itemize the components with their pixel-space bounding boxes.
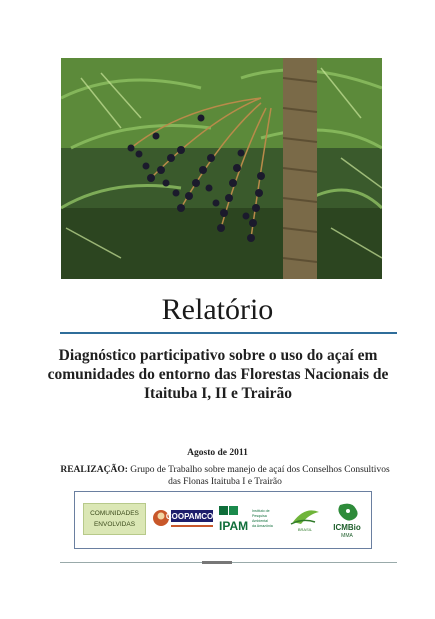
coopamcol-logo bbox=[152, 504, 214, 534]
svg-text:Instituto de: Instituto de bbox=[252, 509, 270, 513]
brasil-logo bbox=[285, 504, 325, 534]
brasil-label: BRASIL bbox=[297, 527, 313, 532]
ipam-label: IPAM bbox=[219, 519, 249, 533]
icmbio-logo bbox=[328, 501, 366, 539]
subtitle: Diagnóstico participativo sobre o uso do açaí em comunidades do entorno das Florestas Nacionais de Itaituba I, II e Trairão bbox=[47, 347, 389, 402]
ipam-logo bbox=[218, 502, 281, 536]
acai-palm-photo bbox=[61, 58, 382, 279]
icmbio-label: ICMBio bbox=[333, 523, 361, 532]
svg-text:Pesquisa: Pesquisa bbox=[252, 514, 267, 518]
icmbio-sub-label: MMA bbox=[341, 533, 353, 539]
title-divider bbox=[60, 332, 397, 334]
footer-mark bbox=[202, 561, 232, 564]
photo-illustration bbox=[61, 58, 382, 279]
realizacao-text bbox=[60, 464, 390, 488]
svg-text:Ambiental: Ambiental bbox=[252, 519, 268, 523]
realizacao-body: Grupo de Trabalho sobre manejo de açaí dos Conselhos Consultivos das Flonas Itaituba I e Trairão bbox=[130, 465, 390, 487]
report-date: Agosto de 2011 bbox=[187, 448, 248, 458]
comunidades-logo: COMUNIDADES ENVOLVIDAS bbox=[83, 503, 146, 535]
realizacao-label: REALIZAÇÃO: bbox=[60, 465, 128, 475]
coopamcol-label: COOPAMCOL bbox=[165, 512, 214, 521]
page-title: Relatório bbox=[161, 293, 274, 326]
partner-logos-box bbox=[74, 491, 372, 549]
svg-text:da Amazônia: da Amazônia bbox=[252, 524, 273, 528]
